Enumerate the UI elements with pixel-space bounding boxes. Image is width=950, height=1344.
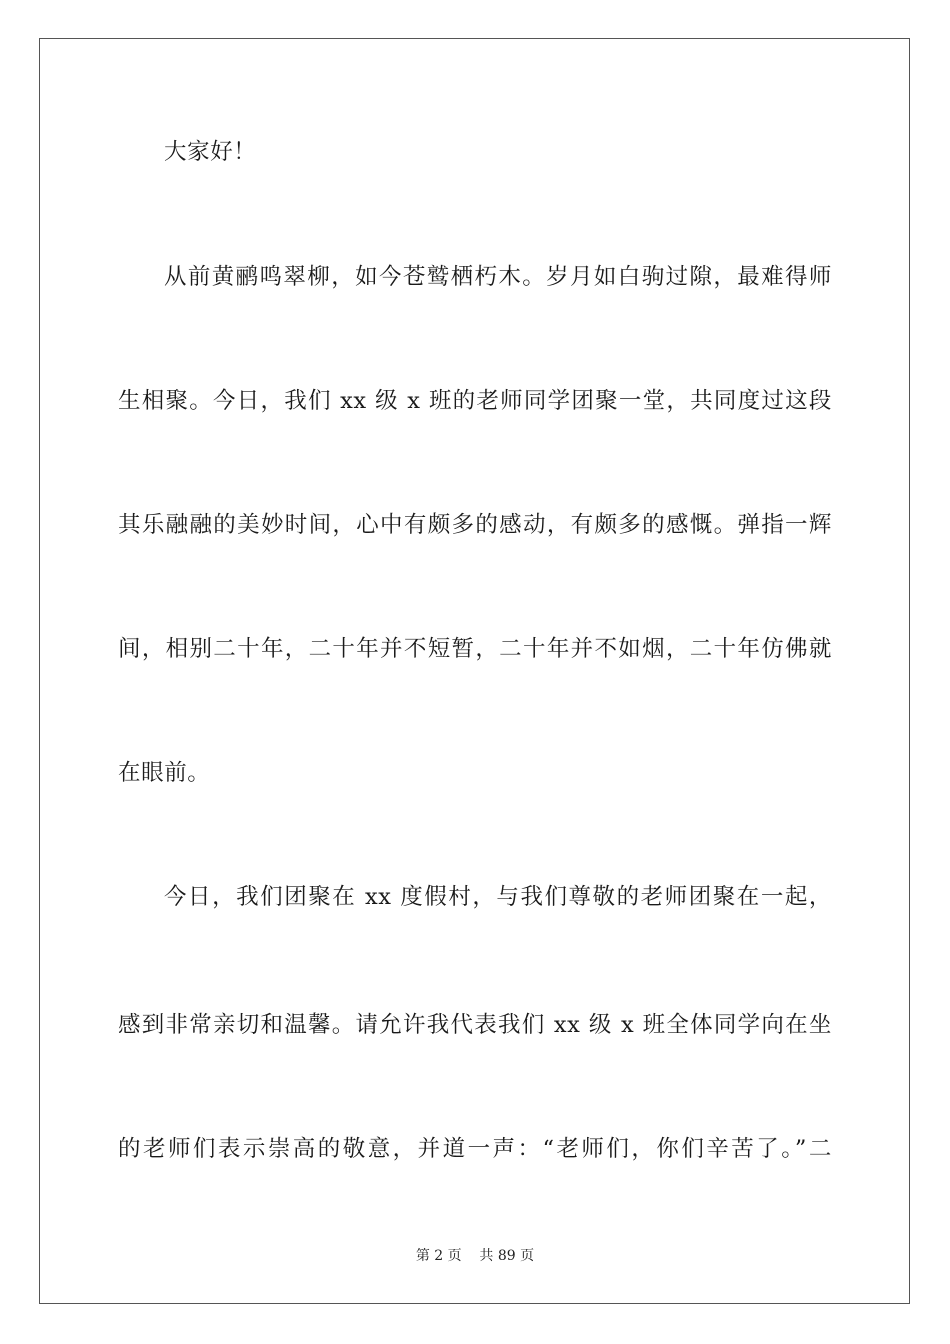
paragraph-2-line-3: 其乐融融的美妙时间，心中有颇多的感动，有颇多的感慨。弹指一辉 <box>118 512 832 538</box>
paragraph-2-line-5: 在眼前。 <box>118 760 211 786</box>
paragraph-2-line-4: 间，相别二十年，二十年并不短暂，二十年并不如烟，二十年仿佛就 <box>118 636 832 662</box>
paragraph-3-line-2: 感到非常亲切和温馨。请允许我代表我们 xx 级 x 班全体同学向在坐 <box>118 1012 832 1038</box>
paragraph-2-line-2: 生相聚。今日，我们 xx 级 x 班的老师同学团聚一堂，共同度过这段 <box>118 388 832 414</box>
page-number-footer: 第 2 页 共 89 页 <box>415 1248 535 1264</box>
paragraph-2-line-1: 从前黄鹂鸣翠柳，如今苍鹫栖朽木。岁月如白驹过隙，最难得师 <box>164 264 832 290</box>
paragraph-3-line-3: 的老师们表示崇高的敬意，并道一声：“老师们，你们辛苦了。”二 <box>118 1136 832 1162</box>
page-border <box>39 38 910 1304</box>
paragraph-3-line-1: 今日，我们团聚在 xx 度假村，与我们尊敬的老师团聚在一起， <box>164 884 832 910</box>
greeting-line: 大家好！ <box>164 139 257 165</box>
